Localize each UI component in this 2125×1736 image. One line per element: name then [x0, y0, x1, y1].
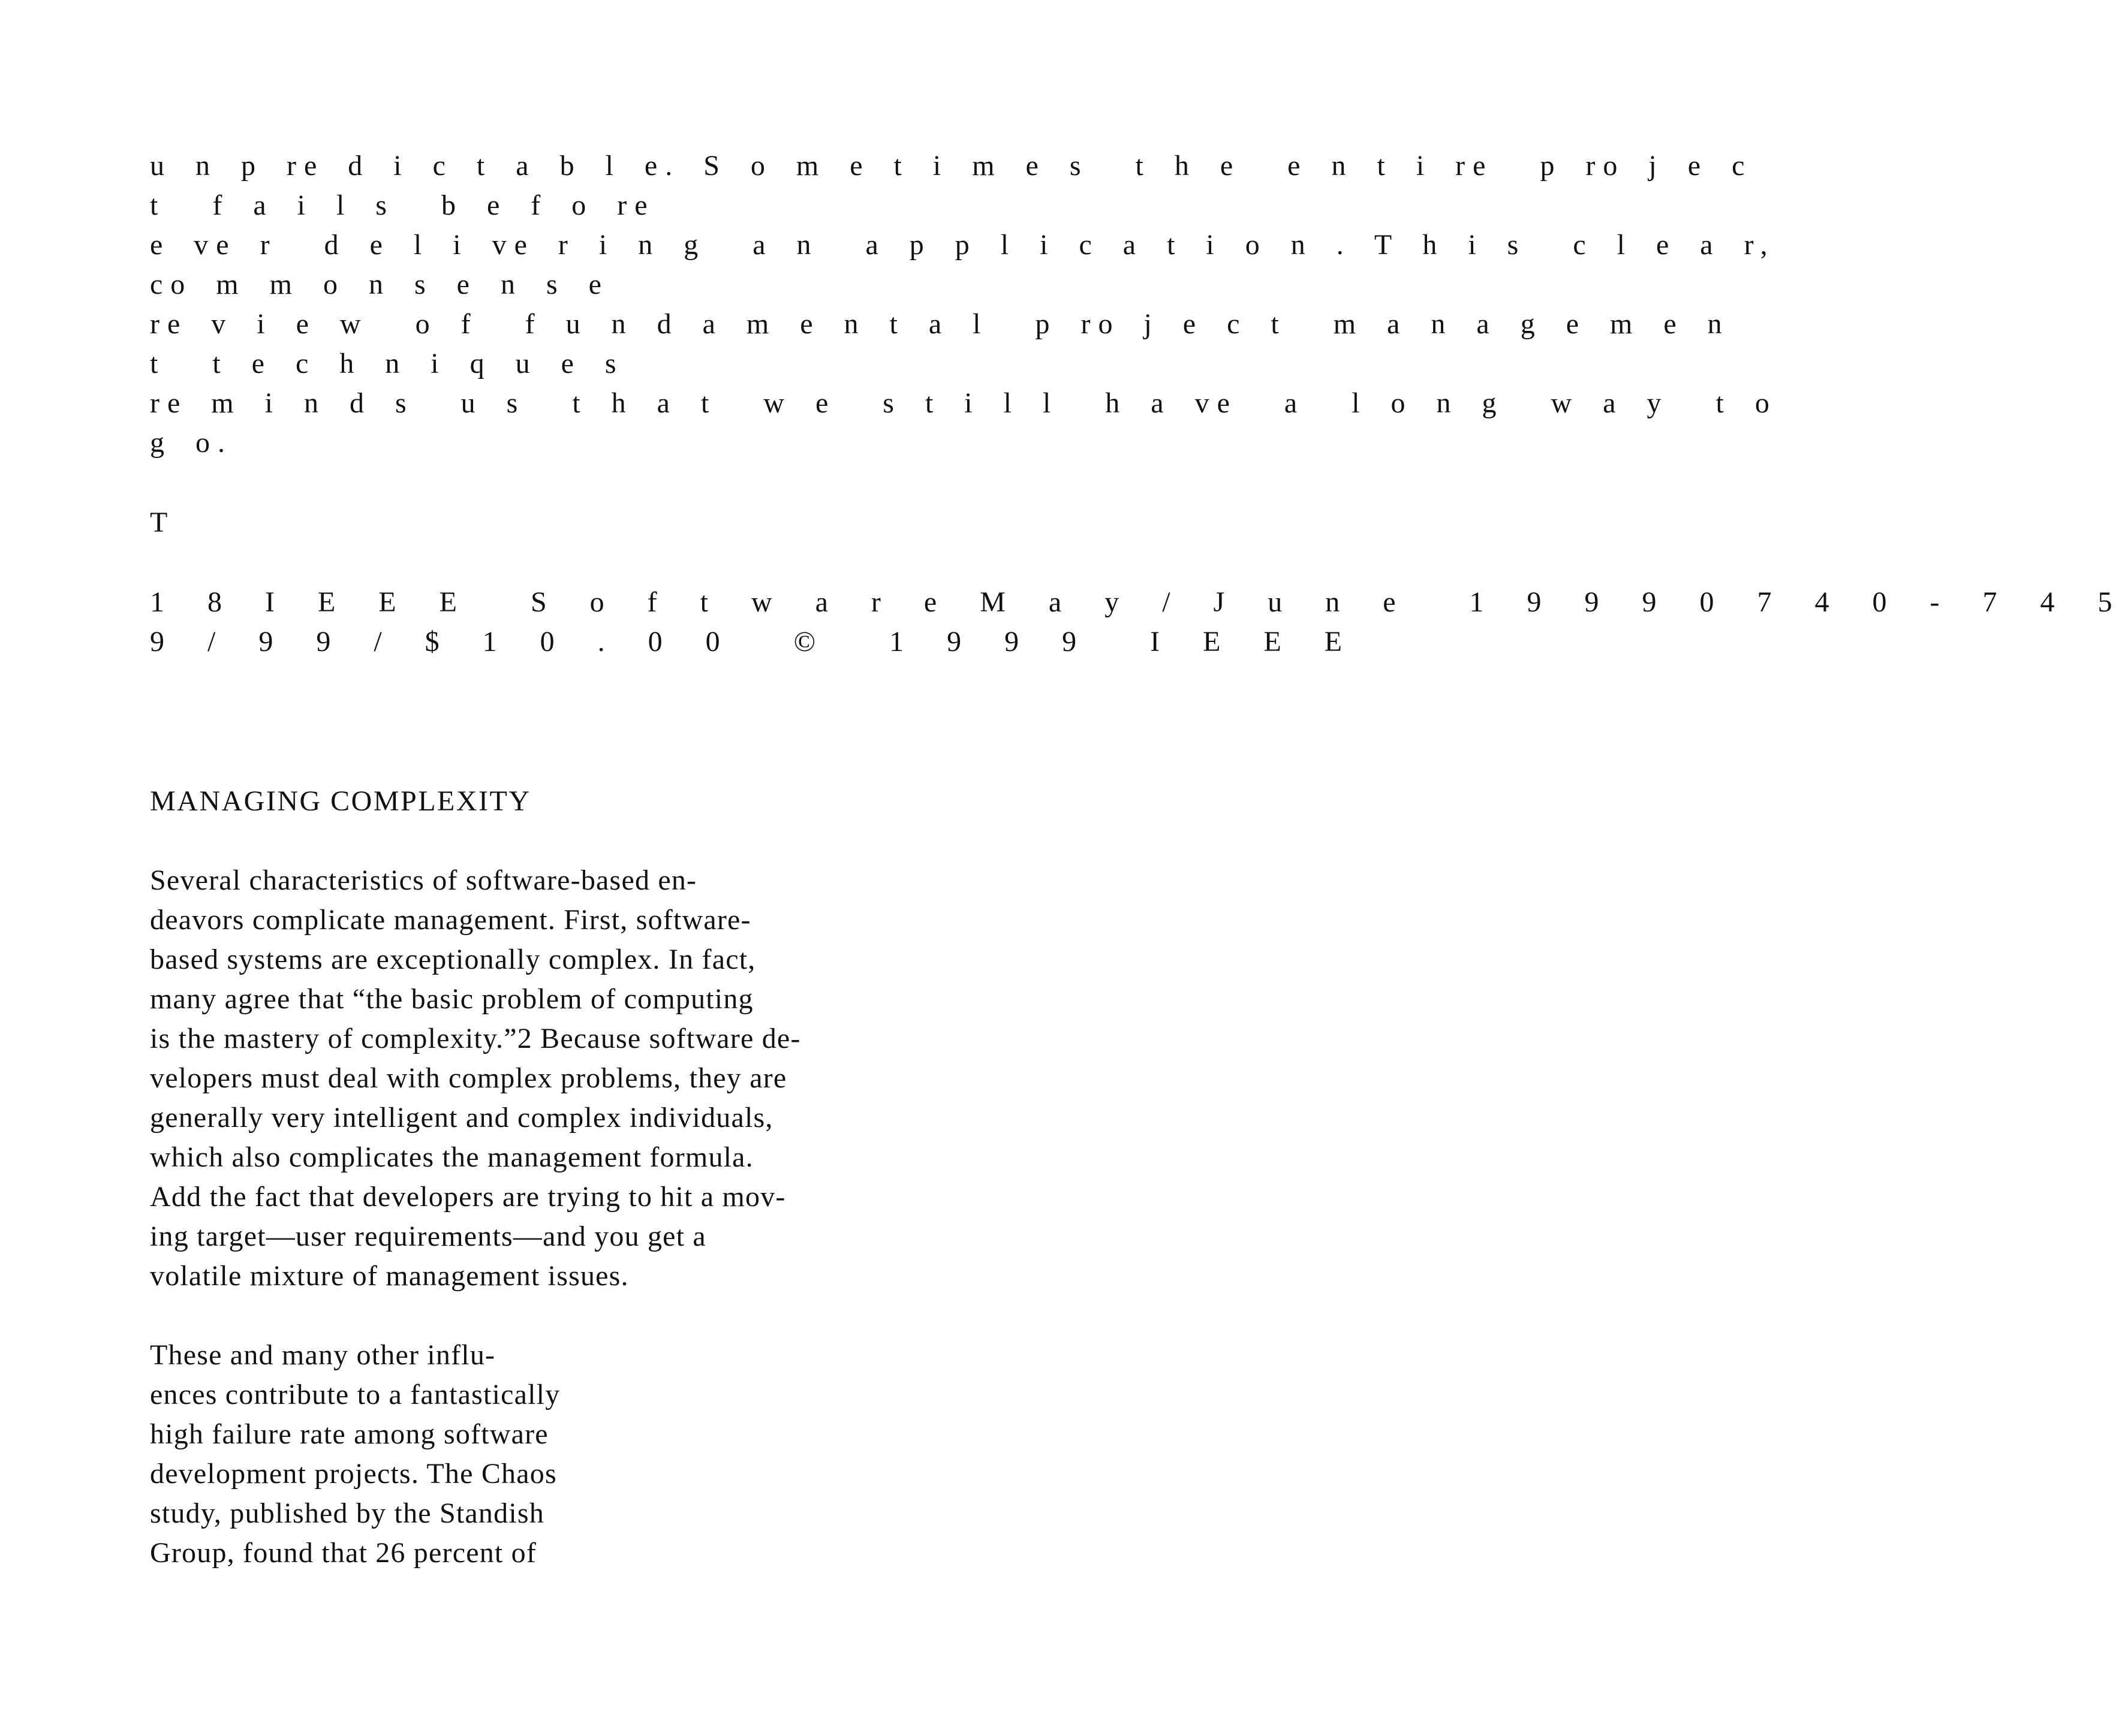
paragraph-line: study, published by the Standish	[150, 1497, 544, 1529]
spaced-text-line: re m i n d s u s t h a t w e s t i l l h a ve a l o n g w a y t o	[150, 387, 1777, 419]
spaced-text-line: co m m o n s e n s e	[150, 269, 609, 300]
paragraph-line: which also complicates the management formula.	[150, 1141, 754, 1173]
spaced-text-line: e ve r d e l i ve r i n g a n a p p l i c a t i o n . T h i s c l e a r,	[150, 229, 1775, 261]
footer-line: 9 / 9 9 / $ 1 0 . 0 0 © 1 9 9 9 I E E E	[150, 626, 1355, 658]
paragraph-line: ences contribute to a fantastically	[150, 1379, 561, 1410]
paragraph-line: Group, found that 26 percent of	[150, 1537, 537, 1569]
paragraph-line: is the mastery of complexity.”2 Because software de-	[150, 1023, 801, 1054]
paragraph-line: high failure rate among software	[150, 1418, 549, 1450]
paragraph-line: volatile mixture of management issues.	[150, 1260, 629, 1292]
paragraph-line: deavors complicate management. First, software-	[150, 904, 751, 936]
spaced-text-line: u n p re d i c t a b l e. S o m e t i m e s t h e e n t i re p ro j e c	[150, 150, 1753, 182]
paragraph-line: Several characteristics of software-based en-	[150, 864, 697, 896]
spaced-text-line: re v i e w o f f u n d a m e n t a l p ro j e c t m a n a g e m e n	[150, 308, 1730, 340]
paragraph-line: Add the fact that developers are trying to hit a mov-	[150, 1181, 786, 1213]
footer-line: 1 8 I E E E S o f t w a r e M a y / J u n e 1 9 9 9 0 7 4 0 - 7 4 5	[150, 586, 2125, 618]
paragraph-line: These and many other influ-	[150, 1339, 496, 1371]
spaced-text-line: t t e c h n i q u e s	[150, 348, 624, 379]
spaced-text-line: t f a i l s b e f o re	[150, 189, 655, 221]
paragraph-line: generally very intelligent and complex individuals,	[150, 1102, 773, 1134]
spaced-text-line: g o.	[150, 427, 233, 459]
section-heading: MANAGING COMPLEXITY	[150, 785, 531, 817]
paragraph-line: velopers must deal with complex problems, they are	[150, 1062, 787, 1094]
drop-cap-letter: T	[150, 507, 168, 538]
paragraph-line: development projects. The Chaos	[150, 1458, 557, 1490]
paragraph-line: many agree that “the basic problem of computing	[150, 983, 754, 1015]
paragraph-line: based systems are exceptionally complex. In fact,	[150, 944, 756, 975]
paragraph-line: ing target—user requirements—and you get a	[150, 1220, 706, 1252]
